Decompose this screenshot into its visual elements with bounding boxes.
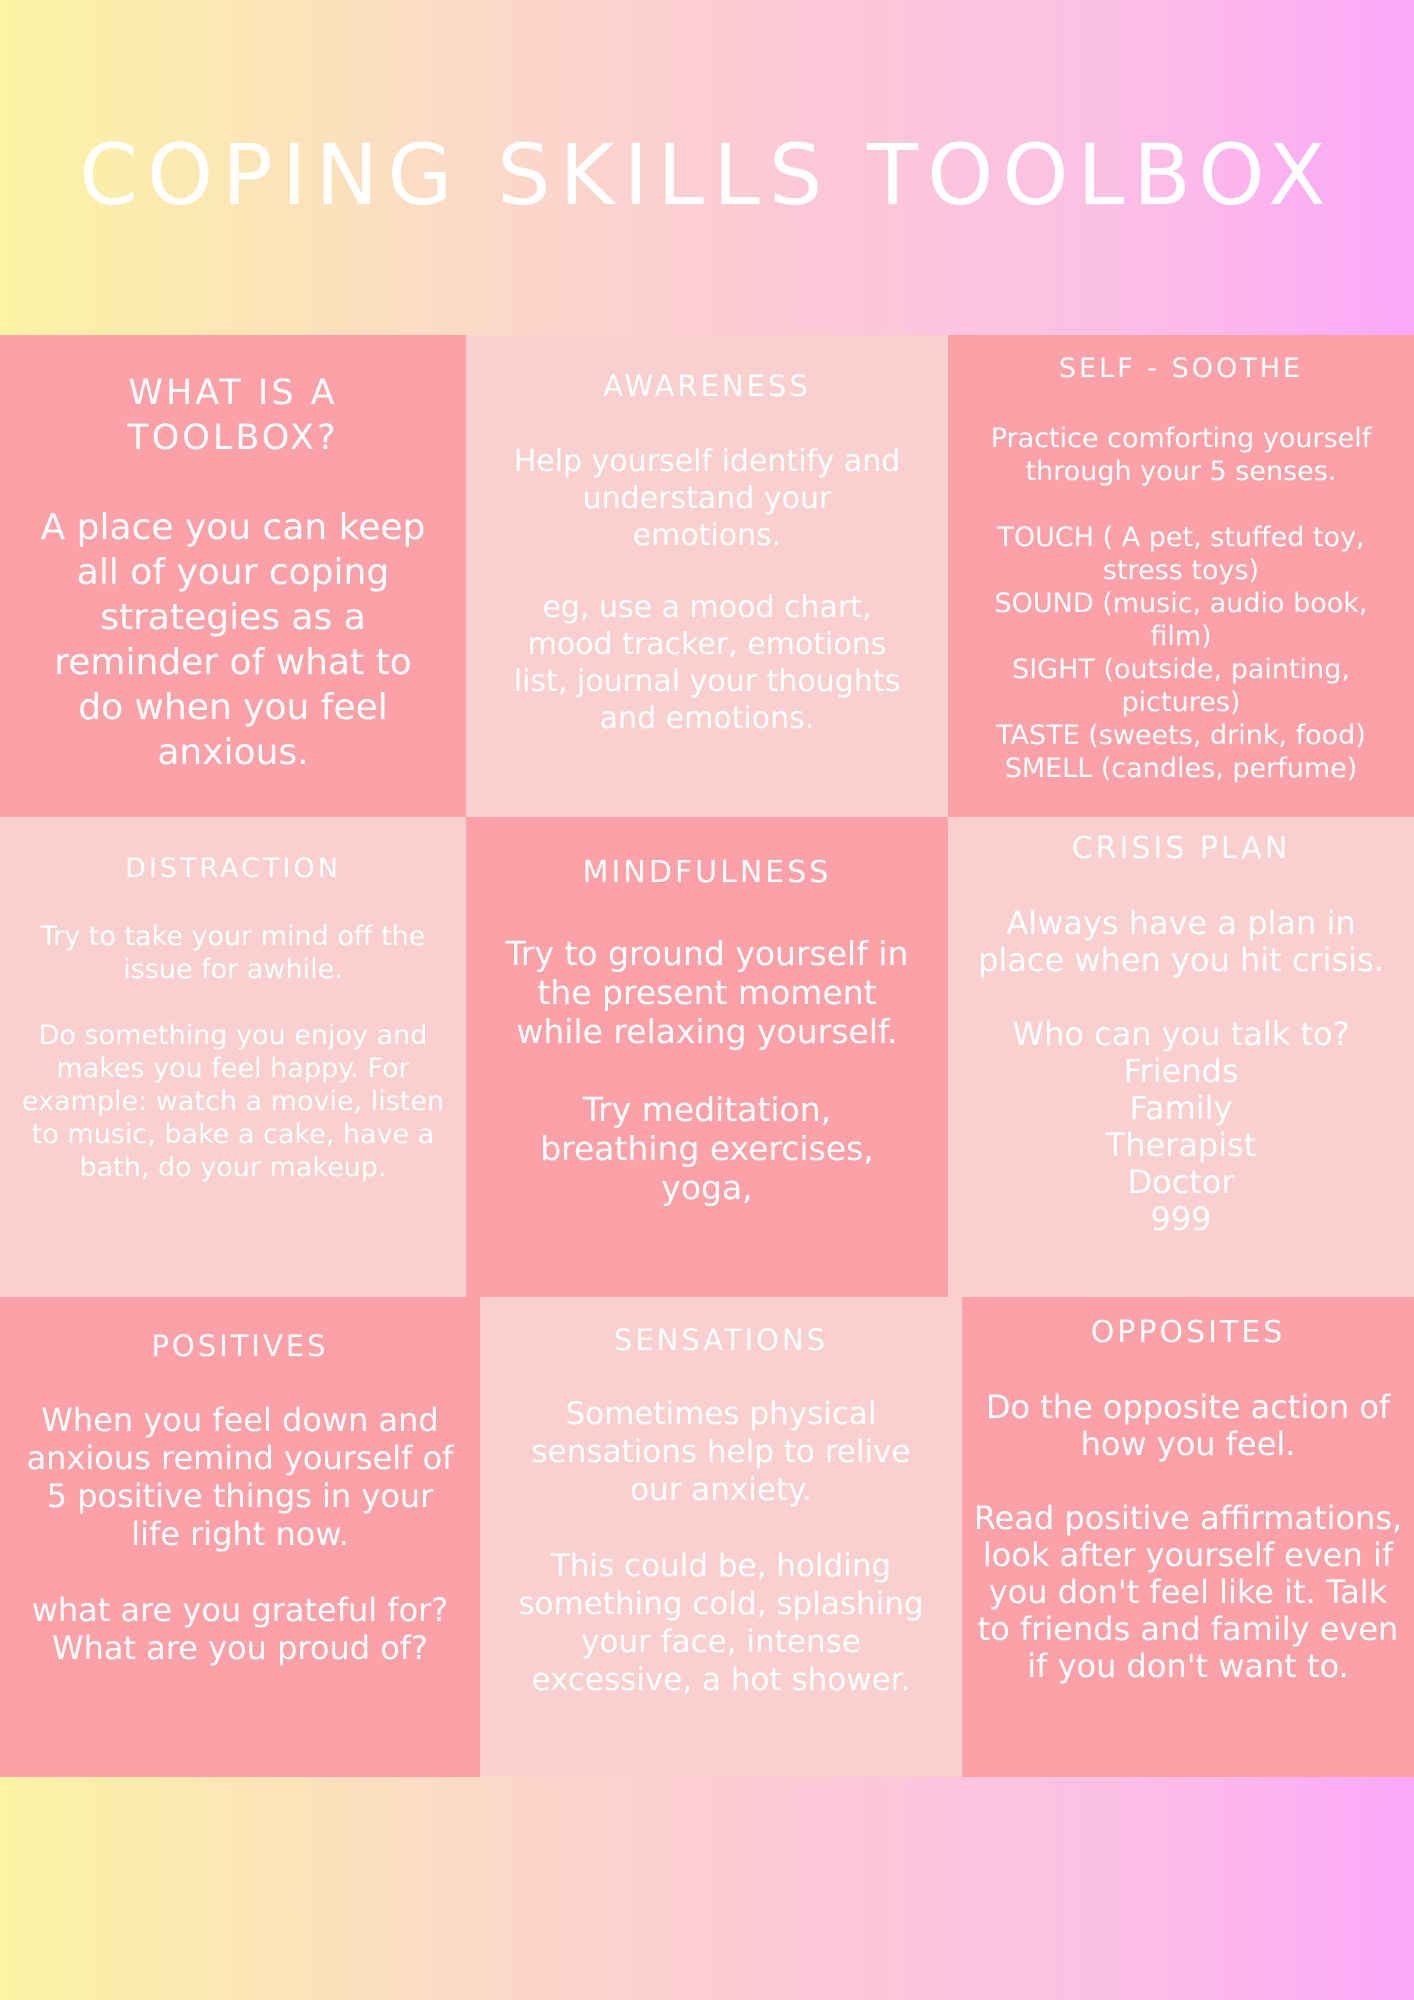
card-heading: POSITIVES bbox=[151, 1329, 329, 1363]
card-heading: DISTRACTION bbox=[125, 853, 341, 884]
card-text: Always have a plan in place when you hit crisis. bbox=[978, 904, 1384, 979]
card-heading: CRISIS PLAN bbox=[1071, 831, 1291, 866]
card-sensations bbox=[480, 1297, 962, 1777]
contact-item: Friends bbox=[1123, 1052, 1239, 1090]
card-body bbox=[480, 1395, 962, 1699]
contact-item: Family bbox=[1129, 1089, 1233, 1127]
card-body bbox=[0, 505, 466, 775]
contact-item: Therapist bbox=[1105, 1126, 1257, 1164]
page-title: COPING SKILLS TOOLBOX bbox=[79, 126, 1335, 224]
card-text: What are you proud of? bbox=[51, 1629, 429, 1667]
contact-item: Doctor bbox=[1127, 1163, 1235, 1201]
card-what-is-a-toolbox bbox=[0, 335, 466, 817]
card-body bbox=[0, 1401, 480, 1667]
card-text: Try meditation, breathing exercises, yoga, bbox=[540, 1090, 874, 1207]
card-heading: AWARENESS bbox=[603, 369, 811, 403]
card-text: eg, use a mood chart, mood tracker, emotions list, journal your thoughts and emotions. bbox=[513, 589, 901, 736]
card-text: TOUCH ( A pet, stuffed toy, stress toys) bbox=[997, 522, 1365, 586]
card-mindfulness bbox=[466, 817, 948, 1297]
card-text: Practice comforting yourself through your 5 senses. bbox=[990, 423, 1372, 487]
card-awareness bbox=[466, 335, 948, 817]
card-text: Who can you talk to? bbox=[1012, 1015, 1350, 1053]
card-text: Help yourself identify and understand your emotions. bbox=[513, 444, 901, 553]
card-text: Do the opposite action of how you feel. bbox=[985, 1388, 1391, 1463]
card-self-soothe bbox=[948, 335, 1414, 817]
card-heading: SELF - SOOTHE bbox=[1058, 353, 1304, 384]
contact-item: 999 bbox=[1150, 1200, 1212, 1238]
card-text: This could be, holding something cold, splashing your face, intense excessive, a hot shower. bbox=[518, 1548, 924, 1698]
card-distraction bbox=[0, 817, 466, 1297]
card-text: Read positive affirmations, look after yourself even if you don't feel like it. Talk to friends and family even if you don't want to. bbox=[973, 1499, 1403, 1685]
card-text: Sometimes physical sensations help to relive our anxiety. bbox=[531, 1396, 911, 1508]
card-text: Do something you enjoy and makes you feel happy. For example: watch a movie, listen to music, bake a cake, have a bath, do your makeup. bbox=[21, 1020, 445, 1183]
card-text: Try to take your mind off the issue for awhile. bbox=[40, 921, 426, 985]
card-heading: OPPOSITES bbox=[1090, 1315, 1286, 1350]
card-text: A place you can keep all of your coping strategies as a reminder of what to do when you feel anxious. bbox=[40, 507, 426, 773]
card-text: SOUND (music, audio book, film) bbox=[994, 588, 1368, 652]
card-text: When you feel down and anxious remind yourself of 5 positive things in your life right now. bbox=[26, 1401, 454, 1553]
card-text: what are you grateful for? bbox=[31, 1591, 449, 1629]
card-text: Try to ground yourself in the present moment while relaxing yourself. bbox=[505, 934, 909, 1051]
card-body bbox=[948, 905, 1414, 1238]
card-text: SMELL (candles, perfume) bbox=[1004, 753, 1358, 784]
card-body bbox=[0, 920, 466, 1184]
card-text: SIGHT (outside, painting, pictures) bbox=[1012, 654, 1350, 718]
card-body bbox=[962, 1389, 1414, 1685]
card-body bbox=[948, 422, 1414, 785]
card-crisis-plan bbox=[948, 817, 1414, 1297]
card-heading: WHAT IS A TOOLBOX? bbox=[127, 373, 339, 458]
card-positives bbox=[0, 1297, 480, 1777]
card-text: TASTE (sweets, drink, food) bbox=[996, 720, 1366, 751]
card-body bbox=[466, 443, 948, 737]
card-heading: MINDFULNESS bbox=[582, 855, 832, 890]
card-opposites bbox=[962, 1297, 1414, 1777]
card-heading: SENSATIONS bbox=[613, 1323, 829, 1357]
card-body bbox=[466, 934, 948, 1207]
